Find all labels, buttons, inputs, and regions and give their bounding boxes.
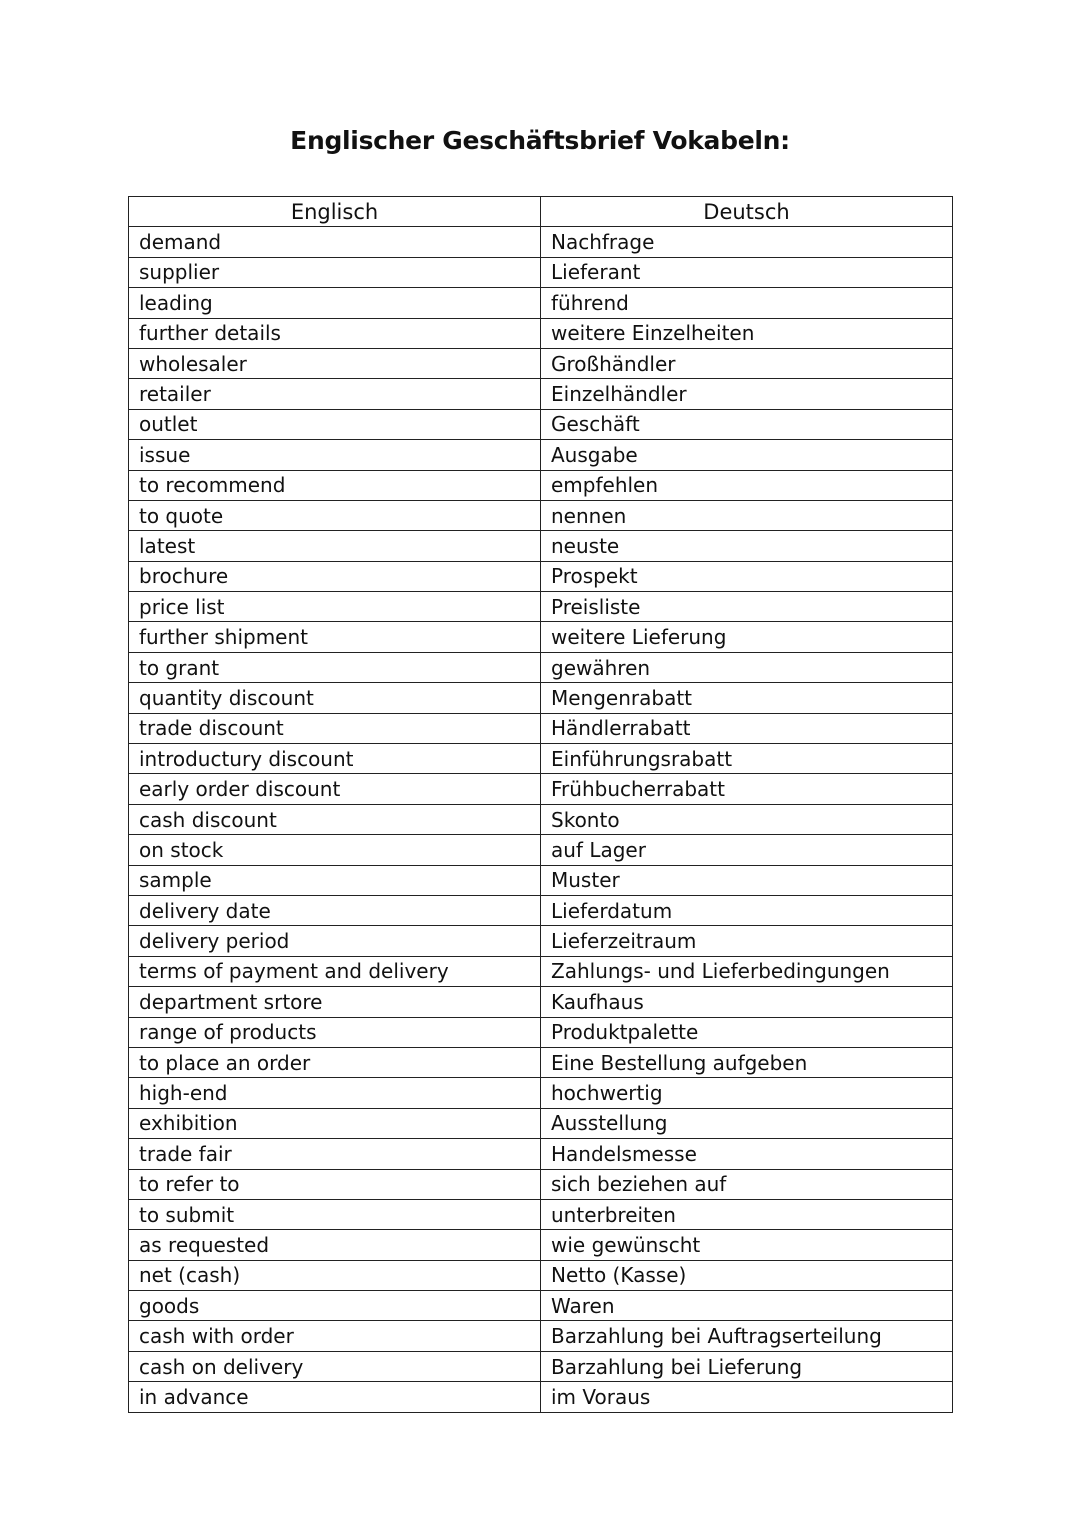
cell-german: Einführungsrabatt (541, 744, 953, 774)
table-row (129, 1199, 953, 1229)
cell-german: Lieferant (541, 257, 953, 287)
cell-german: Produktpalette (541, 1017, 953, 1047)
vocabulary-table (128, 196, 953, 1413)
cell-english: early order discount (129, 774, 541, 804)
cell-english: cash on delivery (129, 1351, 541, 1381)
column-header-english: Englisch (129, 197, 541, 227)
table-row (129, 1139, 953, 1169)
cell-german: weitere Einzelheiten (541, 318, 953, 348)
cell-english: issue (129, 440, 541, 470)
table-row (129, 440, 953, 470)
cell-german: empfehlen (541, 470, 953, 500)
cell-english: price list (129, 592, 541, 622)
cell-german: Handelsmesse (541, 1139, 953, 1169)
cell-german: Geschäft (541, 409, 953, 439)
table-body (129, 227, 953, 1412)
cell-german: im Voraus (541, 1382, 953, 1412)
cell-english: range of products (129, 1017, 541, 1047)
table-row (129, 1017, 953, 1047)
table-row (129, 531, 953, 561)
cell-german: Nachfrage (541, 227, 953, 257)
cell-german: Kaufhaus (541, 987, 953, 1017)
table-row (129, 895, 953, 925)
cell-english: net (cash) (129, 1260, 541, 1290)
table-row (129, 1108, 953, 1138)
cell-german: Muster (541, 865, 953, 895)
table-row (129, 379, 953, 409)
table-row (129, 804, 953, 834)
cell-german: Frühbucherrabatt (541, 774, 953, 804)
cell-german: auf Lager (541, 835, 953, 865)
cell-german: Ausstellung (541, 1108, 953, 1138)
cell-german: führend (541, 288, 953, 318)
cell-english: to grant (129, 652, 541, 682)
cell-english: further shipment (129, 622, 541, 652)
cell-german: gewähren (541, 652, 953, 682)
table-row (129, 652, 953, 682)
cell-english: wholesaler (129, 348, 541, 378)
cell-german: wie gewünscht (541, 1230, 953, 1260)
cell-german: Barzahlung bei Lieferung (541, 1351, 953, 1381)
cell-german: Ausgabe (541, 440, 953, 470)
cell-german: Händlerrabatt (541, 713, 953, 743)
cell-german: weitere Lieferung (541, 622, 953, 652)
table-row (129, 592, 953, 622)
table-row (129, 865, 953, 895)
cell-english: demand (129, 227, 541, 257)
cell-german: Lieferdatum (541, 895, 953, 925)
column-header-german: Deutsch (541, 197, 953, 227)
table-row (129, 956, 953, 986)
cell-german: Einzelhändler (541, 379, 953, 409)
cell-german: Prospekt (541, 561, 953, 591)
cell-german: sich beziehen auf (541, 1169, 953, 1199)
cell-german: Barzahlung bei Auftragserteilung (541, 1321, 953, 1351)
table-row (129, 1169, 953, 1199)
cell-english: retailer (129, 379, 541, 409)
table-row (129, 318, 953, 348)
cell-german: Lieferzeitraum (541, 926, 953, 956)
cell-german: Großhändler (541, 348, 953, 378)
cell-english: leading (129, 288, 541, 318)
cell-english: cash with order (129, 1321, 541, 1351)
table-row (129, 1078, 953, 1108)
cell-german: Zahlungs- und Lieferbedingungen (541, 956, 953, 986)
cell-english: terms of payment and delivery (129, 956, 541, 986)
table-row (129, 713, 953, 743)
table-row (129, 1260, 953, 1290)
cell-english: high-end (129, 1078, 541, 1108)
table-row (129, 561, 953, 591)
table-header-row (129, 197, 953, 227)
cell-english: delivery period (129, 926, 541, 956)
table-row (129, 1351, 953, 1381)
cell-english: to submit (129, 1199, 541, 1229)
cell-german: neuste (541, 531, 953, 561)
cell-german: nennen (541, 500, 953, 530)
cell-english: delivery date (129, 895, 541, 925)
cell-english: trade fair (129, 1139, 541, 1169)
cell-english: on stock (129, 835, 541, 865)
table-row (129, 409, 953, 439)
cell-german: Eine Bestellung aufgeben (541, 1047, 953, 1077)
cell-english: latest (129, 531, 541, 561)
cell-english: cash discount (129, 804, 541, 834)
table-row (129, 926, 953, 956)
table-row (129, 227, 953, 257)
cell-english: department srtore (129, 987, 541, 1017)
table-row (129, 774, 953, 804)
cell-english: brochure (129, 561, 541, 591)
table-row (129, 1291, 953, 1321)
table-row (129, 1230, 953, 1260)
cell-german: Netto (Kasse) (541, 1260, 953, 1290)
cell-german: unterbreiten (541, 1199, 953, 1229)
cell-english: trade discount (129, 713, 541, 743)
table-row (129, 987, 953, 1017)
cell-german: Preisliste (541, 592, 953, 622)
cell-german: hochwertig (541, 1078, 953, 1108)
cell-english: introductury discount (129, 744, 541, 774)
cell-english: sample (129, 865, 541, 895)
table-row (129, 1382, 953, 1412)
cell-english: supplier (129, 257, 541, 287)
cell-english: in advance (129, 1382, 541, 1412)
cell-english: to recommend (129, 470, 541, 500)
table-row (129, 683, 953, 713)
page-title: Englischer Geschäftsbrief Vokabeln: (290, 126, 790, 155)
table-row (129, 835, 953, 865)
cell-german: Mengenrabatt (541, 683, 953, 713)
table-row (129, 257, 953, 287)
cell-english: further details (129, 318, 541, 348)
cell-english: to quote (129, 500, 541, 530)
table-row (129, 470, 953, 500)
table-row (129, 288, 953, 318)
cell-english: exhibition (129, 1108, 541, 1138)
cell-german: Skonto (541, 804, 953, 834)
table-row (129, 1321, 953, 1351)
cell-english: outlet (129, 409, 541, 439)
cell-english: quantity discount (129, 683, 541, 713)
table-row (129, 500, 953, 530)
cell-english: to refer to (129, 1169, 541, 1199)
table-row (129, 744, 953, 774)
cell-english: goods (129, 1291, 541, 1321)
cell-english: as requested (129, 1230, 541, 1260)
table-row (129, 348, 953, 378)
table-row (129, 622, 953, 652)
table-row (129, 1047, 953, 1077)
cell-english: to place an order (129, 1047, 541, 1077)
cell-german: Waren (541, 1291, 953, 1321)
